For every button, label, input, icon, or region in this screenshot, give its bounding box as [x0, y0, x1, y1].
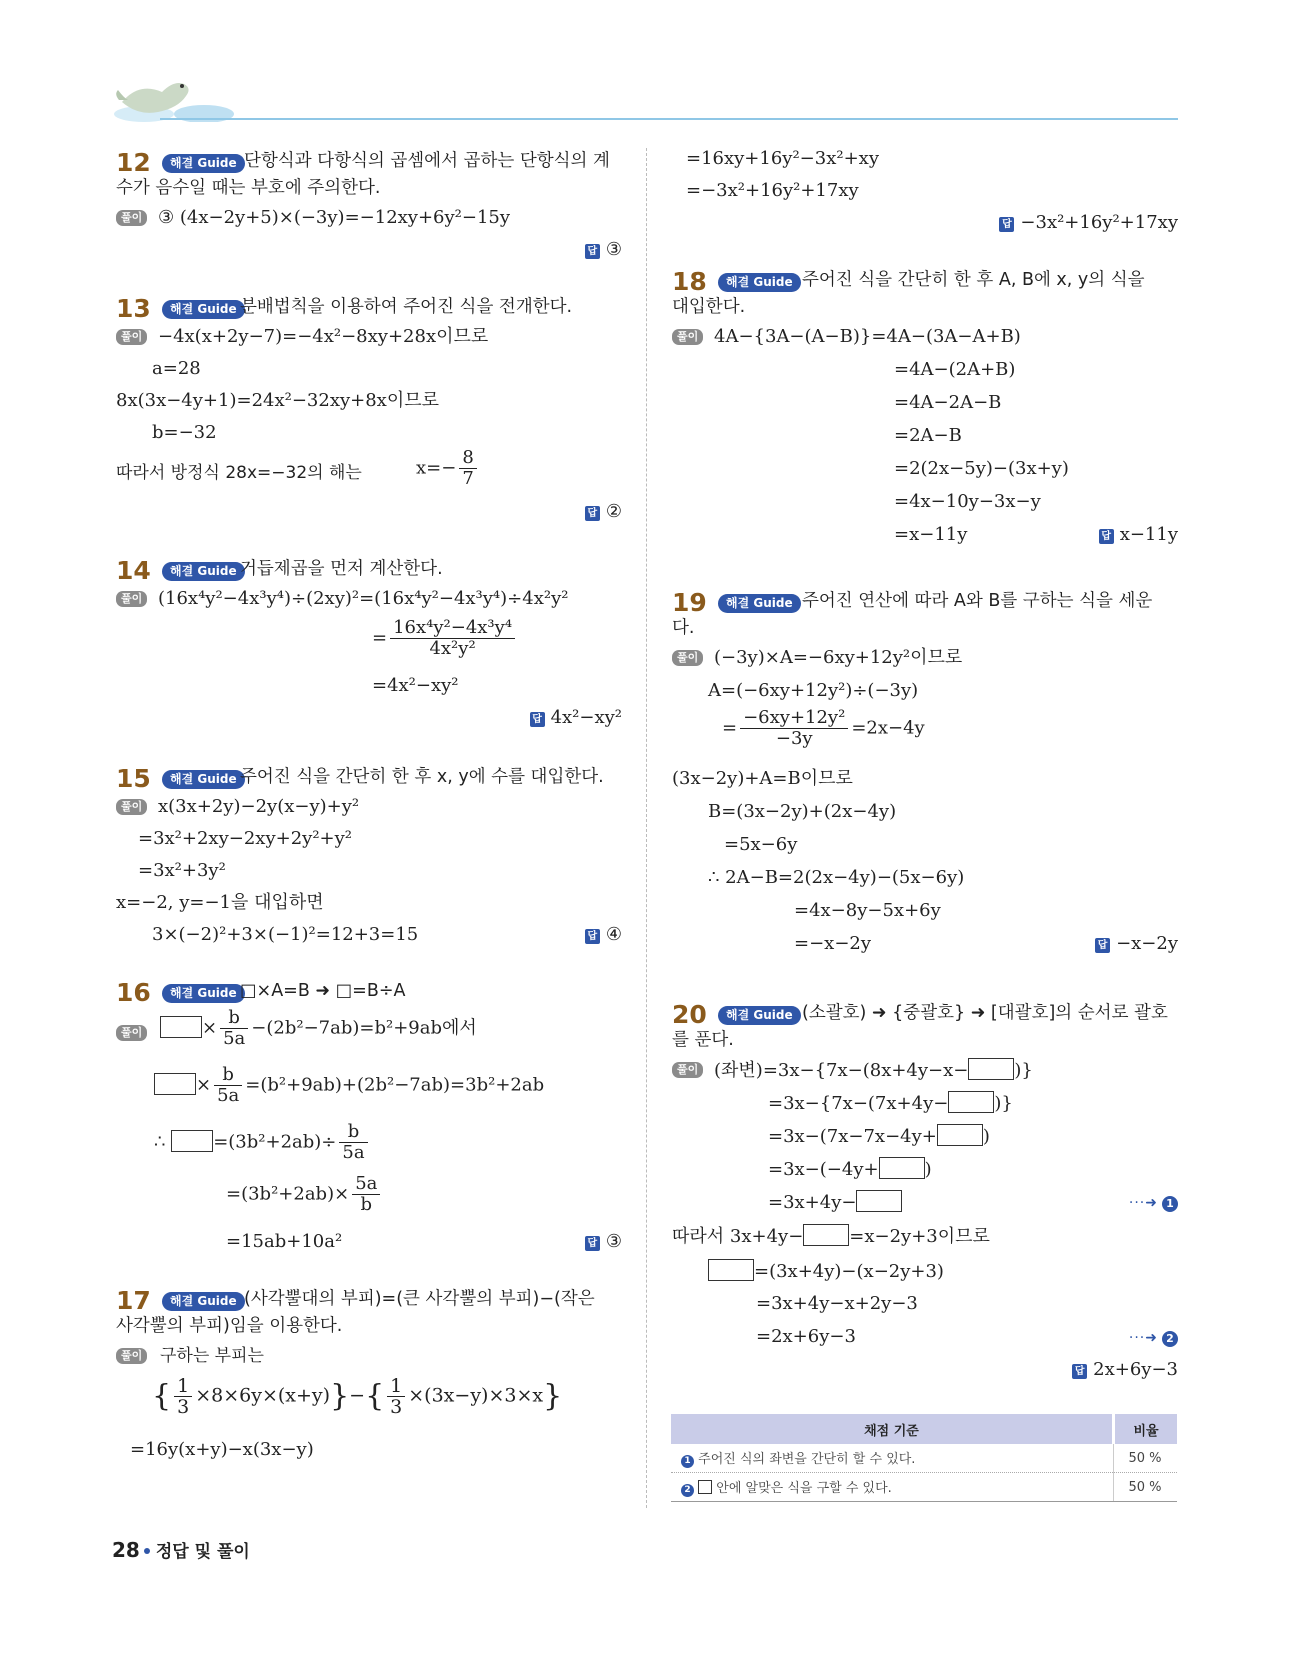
solution-line: x=−2, y=−1을 대입하면 — [116, 892, 324, 913]
marker-2-icon: 2 — [681, 1484, 694, 1497]
solution-line: =(3x+4y)−(x−2y+3) — [708, 1259, 944, 1284]
problem-number: 20 — [672, 1000, 707, 1029]
solution-line: ∴ =(3b²+2ab)÷ $\frac{b}{5a}$ — [154, 1122, 371, 1163]
guide-badge: 해결 Guide — [162, 154, 245, 173]
guide-text: 대입한다. — [672, 297, 746, 317]
solution-badge: 풀이 — [116, 210, 147, 226]
guide-badge: 해결 Guide — [162, 984, 245, 1003]
blank-box — [879, 1157, 925, 1179]
answer-value: −3x²+16y²+17xy — [1020, 212, 1178, 233]
blank-box — [968, 1058, 1014, 1080]
blank-box — [937, 1124, 983, 1146]
solution-line: =4A−2A−B — [894, 392, 1002, 413]
answer-badge: 답 — [999, 217, 1014, 232]
guide-badge: 해결 Guide — [162, 562, 245, 581]
solution-line: =5x−6y — [724, 834, 798, 855]
solution-badge: 풀이 — [672, 650, 703, 666]
table-cell: 50 % — [1114, 1473, 1178, 1502]
guide-text: 주어진 식을 간단히 한 후 x, y에 수를 대입한다. — [240, 767, 604, 787]
bullet-icon — [144, 1548, 150, 1554]
answer-badge: 답 — [1099, 529, 1114, 544]
guide-text: (사각뿔대의 부피)=(큰 사각뿔의 부피)−(작은 — [244, 1289, 595, 1309]
solution-badge: 풀이 — [116, 591, 147, 607]
solution-line: =16y(x+y)−x(3x−y) — [130, 1439, 314, 1460]
fraction: $\frac{b}{5a}$ — [339, 1122, 367, 1163]
solution-line: =−x−2y — [794, 933, 872, 954]
solution-line: 3×(−2)²+3×(−1)²=12+3=15 — [152, 924, 419, 945]
solution-line: x(3x+2y)−2y(x−y)+y² — [158, 796, 360, 817]
guide-badge: 해결 Guide — [162, 770, 245, 789]
blank-box — [708, 1259, 754, 1281]
solution-line: ∴ 2A−B=2(2x−4y)−(5x−6y) — [708, 867, 965, 888]
solution-line: (16x⁴y²−4x³y⁴)÷(2xy)²=(16x⁴y²−4x³y⁴)÷4x²y² — [158, 588, 569, 609]
problem-number: 18 — [672, 267, 707, 296]
solution-line: A=(−6xy+12y²)÷(−3y) — [708, 680, 919, 701]
guide-text: 사각뿔의 부피)임을 이용한다. — [116, 1316, 343, 1336]
guide-badge: 해결 Guide — [718, 1006, 801, 1025]
blank-box — [698, 1480, 712, 1494]
solution-line: =2A−B — [894, 425, 962, 446]
solution-line: =16xy+16y²−3x²+xy — [686, 148, 879, 169]
answer-value: 4x²−xy² — [550, 707, 622, 728]
solution-badge: 풀이 — [116, 799, 147, 815]
answer-badge: 답 — [1095, 938, 1110, 953]
solution-line: =3x²+2xy−2xy+2y²+y² — [138, 828, 352, 849]
answer — [1072, 1358, 1178, 1382]
step-marker: ···➜ 1 — [1129, 1190, 1178, 1215]
problem-number: 12 — [116, 148, 151, 177]
guide-badge: 해결 Guide — [162, 1292, 245, 1311]
blank-box — [803, 1224, 849, 1246]
solution-line: { $\frac{1}{3}$ ×8×6y×(x+y)}−{ $\frac{1}{3}$ ×(3x−y)×3×x} — [152, 1375, 563, 1418]
answer — [585, 500, 622, 524]
step-marker: ···➜ 2 — [1129, 1325, 1178, 1350]
solution-line: × $\frac{b}{5a}$ −(2b²−7ab)=b²+9ab에서 — [160, 1008, 477, 1049]
problem-number: 19 — [672, 588, 707, 617]
fraction: $\frac{1}{3}$ — [387, 1376, 405, 1417]
answer-value: 2x+6y−3 — [1093, 1359, 1178, 1380]
solution-badge: 풀이 — [672, 1062, 703, 1078]
answer-badge: 답 — [585, 506, 600, 521]
page-footer — [112, 1537, 250, 1562]
fraction: $\frac{b}{5a}$ — [220, 1008, 248, 1049]
solution-line: a=28 — [152, 358, 201, 379]
problem-number: 17 — [116, 1286, 151, 1315]
fraction: $\frac{\text{16x⁴y²−4x³y⁴}}{\text{4x²y²}}$ — [390, 618, 515, 659]
answer — [999, 211, 1178, 235]
answer-badge: 답 — [585, 929, 600, 944]
solution-line: =3x−(7x−7x−4y+ ) — [768, 1126, 990, 1147]
column-header: 비율 — [1114, 1414, 1178, 1444]
solution-line: B=(3x−2y)+(2x−4y) — [708, 801, 897, 822]
solution-line: =x−11y — [894, 524, 968, 545]
marker-2-icon: 2 — [1162, 1331, 1178, 1347]
blank-box — [856, 1190, 902, 1212]
answer-value: ③ — [605, 1231, 622, 1252]
fraction: $\frac{\text{−6xy+12y²}}{-3y}$ — [740, 708, 848, 749]
guide-text: 주어진 연산에 따라 A와 B를 구하는 식을 세운 — [802, 591, 1153, 611]
solution-line: =4x−8y−5x+6y — [794, 900, 941, 921]
solution-line: 4A−{3A−(A−B)}=4A−(3A−A+B) — [714, 326, 1021, 347]
solution-line: 구하는 부피는 — [160, 1346, 264, 1366]
problem-number: 16 — [116, 978, 151, 1007]
solution-line: =4A−(2A+B) — [894, 359, 1016, 380]
solution-line: (3x−2y)+A=B이므로 — [672, 768, 853, 789]
grading-table — [671, 1414, 1177, 1502]
table-cell: 2 안에 알맞은 식을 구할 수 있다. — [671, 1473, 1114, 1502]
answer — [1095, 932, 1178, 956]
blank-box — [948, 1091, 994, 1113]
answer — [585, 238, 622, 262]
answer-badge: 답 — [585, 1236, 600, 1251]
guide-text: □×A=B ➜ □=B÷A — [240, 981, 406, 1001]
guide-text: 분배법칙을 이용하여 주어진 식을 전개한다. — [240, 297, 573, 317]
solution-line: ③ (4x−2y+5)×(−3y)=−12xy+6y²−15y — [158, 207, 511, 228]
solution-line: =(3b²+2ab)× $\frac{5a}{b}$ — [226, 1174, 383, 1215]
solution-line: =3x²+3y² — [138, 860, 226, 881]
column-header: 채점 기준 — [671, 1414, 1114, 1444]
footer-title: 정답 및 풀이 — [155, 1542, 250, 1562]
answer-value: ② — [605, 501, 622, 522]
marker-1-icon: 1 — [1162, 1196, 1178, 1212]
guide-text: 단항식과 다항식의 곱셈에서 곱하는 단항식의 계 — [244, 151, 610, 171]
guide-text: (소괄호) ➜ {중괄호} ➜ [대괄호]의 순서로 괄호 — [802, 1003, 1168, 1023]
solution-line: × $\frac{b}{5a}$ =(b²+9ab)+(2b²−7ab)=3b²+2ab — [154, 1065, 544, 1106]
solution-line: =15ab+10a² — [226, 1231, 343, 1252]
seal-mascot-icon — [114, 72, 234, 122]
solution-line: b=−32 — [152, 422, 217, 443]
solution-line: 따라서 방정식 28x=−32의 해는 — [116, 463, 362, 483]
solution-line: (좌변)=3x−{7x−(8x+4y−x− )} — [714, 1060, 1033, 1081]
answer-value: ④ — [605, 924, 622, 945]
guide-text: 거듭제곱을 먼저 계산한다. — [240, 559, 443, 579]
solution-line: =2x+6y−3 — [756, 1326, 856, 1347]
guide-text: 다. — [672, 618, 695, 638]
solution-line: =−3x²+16y²+17xy — [686, 180, 859, 201]
answer-value: −x−2y — [1116, 933, 1178, 954]
solution-line: −4x(x+2y−7)=−4x²−8xy+28x이므로 — [158, 326, 489, 347]
solution-line: x=− $\frac{8}{7}$ — [416, 448, 480, 489]
guide-text: 수가 음수일 때는 부호에 주의한다. — [116, 178, 381, 198]
table-header — [671, 1414, 1177, 1444]
guide-badge: 해결 Guide — [718, 594, 801, 613]
fraction: $\frac{5a}{b}$ — [352, 1174, 380, 1215]
solution-line: =3x−(−4y+ ) — [768, 1159, 932, 1180]
answer — [585, 923, 622, 947]
guide-badge: 해결 Guide — [162, 300, 245, 319]
guide-text: 주어진 식을 간단히 한 후 A, B에 x, y의 식을 — [802, 270, 1145, 290]
header-rule — [160, 118, 1178, 120]
blank-box — [154, 1073, 196, 1095]
fraction: $\frac{1}{3}$ — [174, 1376, 192, 1417]
solution-line: =3x+4y−x+2y−3 — [756, 1293, 918, 1314]
solution-line: = $\frac{\text{16x⁴y²−4x³y⁴}}{\text{4x²y²}}$ — [372, 618, 518, 659]
table-row — [671, 1444, 1177, 1473]
answer — [1099, 523, 1178, 547]
table-cell: 1 주어진 식의 좌변을 간단히 할 수 있다. — [671, 1444, 1114, 1473]
answer — [585, 1230, 622, 1254]
fraction: $\frac{8}{7}$ — [459, 448, 476, 489]
answer-value: x−11y — [1119, 524, 1178, 545]
column-divider — [646, 148, 647, 1508]
marker-1-icon: 1 — [681, 1455, 694, 1468]
solution-line: =3x−{7x−(7x+4y− )} — [768, 1093, 1013, 1114]
problem-number: 14 — [116, 556, 151, 585]
table-cell: 50 % — [1114, 1444, 1178, 1473]
solution-line: (−3y)×A=−6xy+12y²이므로 — [714, 647, 963, 668]
solution-line: 따라서 3x+4y− =x−2y+3이므로 — [672, 1226, 990, 1247]
answer-badge: 답 — [530, 712, 545, 727]
problem-number: 15 — [116, 764, 151, 793]
solution-line: =4x²−xy² — [372, 675, 459, 696]
solution-line: 8x(3x−4y+1)=24x²−32xy+8x이므로 — [116, 390, 439, 411]
guide-text: 를 푼다. — [672, 1030, 734, 1050]
solution-line: =4x−10y−3x−y — [894, 491, 1041, 512]
solution-badge: 풀이 — [116, 1025, 147, 1041]
answer-badge: 답 — [1072, 1364, 1087, 1379]
problem-number: 13 — [116, 294, 151, 323]
solution-line: =2(2x−5y)−(3x+y) — [894, 458, 1069, 479]
table-row — [671, 1473, 1177, 1502]
solution-badge: 풀이 — [672, 329, 703, 345]
answer-badge: 답 — [585, 244, 600, 259]
answer-value: ③ — [605, 239, 622, 260]
blank-box — [171, 1130, 213, 1152]
guide-badge: 해결 Guide — [718, 273, 801, 292]
fraction: $\frac{b}{5a}$ — [214, 1065, 242, 1106]
solution-line: = $\frac{\text{−6xy+12y²}}{-3y}$ =2x−4y — [722, 707, 925, 749]
solution-badge: 풀이 — [116, 1348, 147, 1364]
blank-box — [160, 1016, 202, 1038]
page-number: 28 — [112, 1538, 140, 1562]
answer — [530, 706, 622, 730]
solution-line: =3x+4y− — [768, 1190, 902, 1215]
solution-badge: 풀이 — [116, 329, 147, 345]
